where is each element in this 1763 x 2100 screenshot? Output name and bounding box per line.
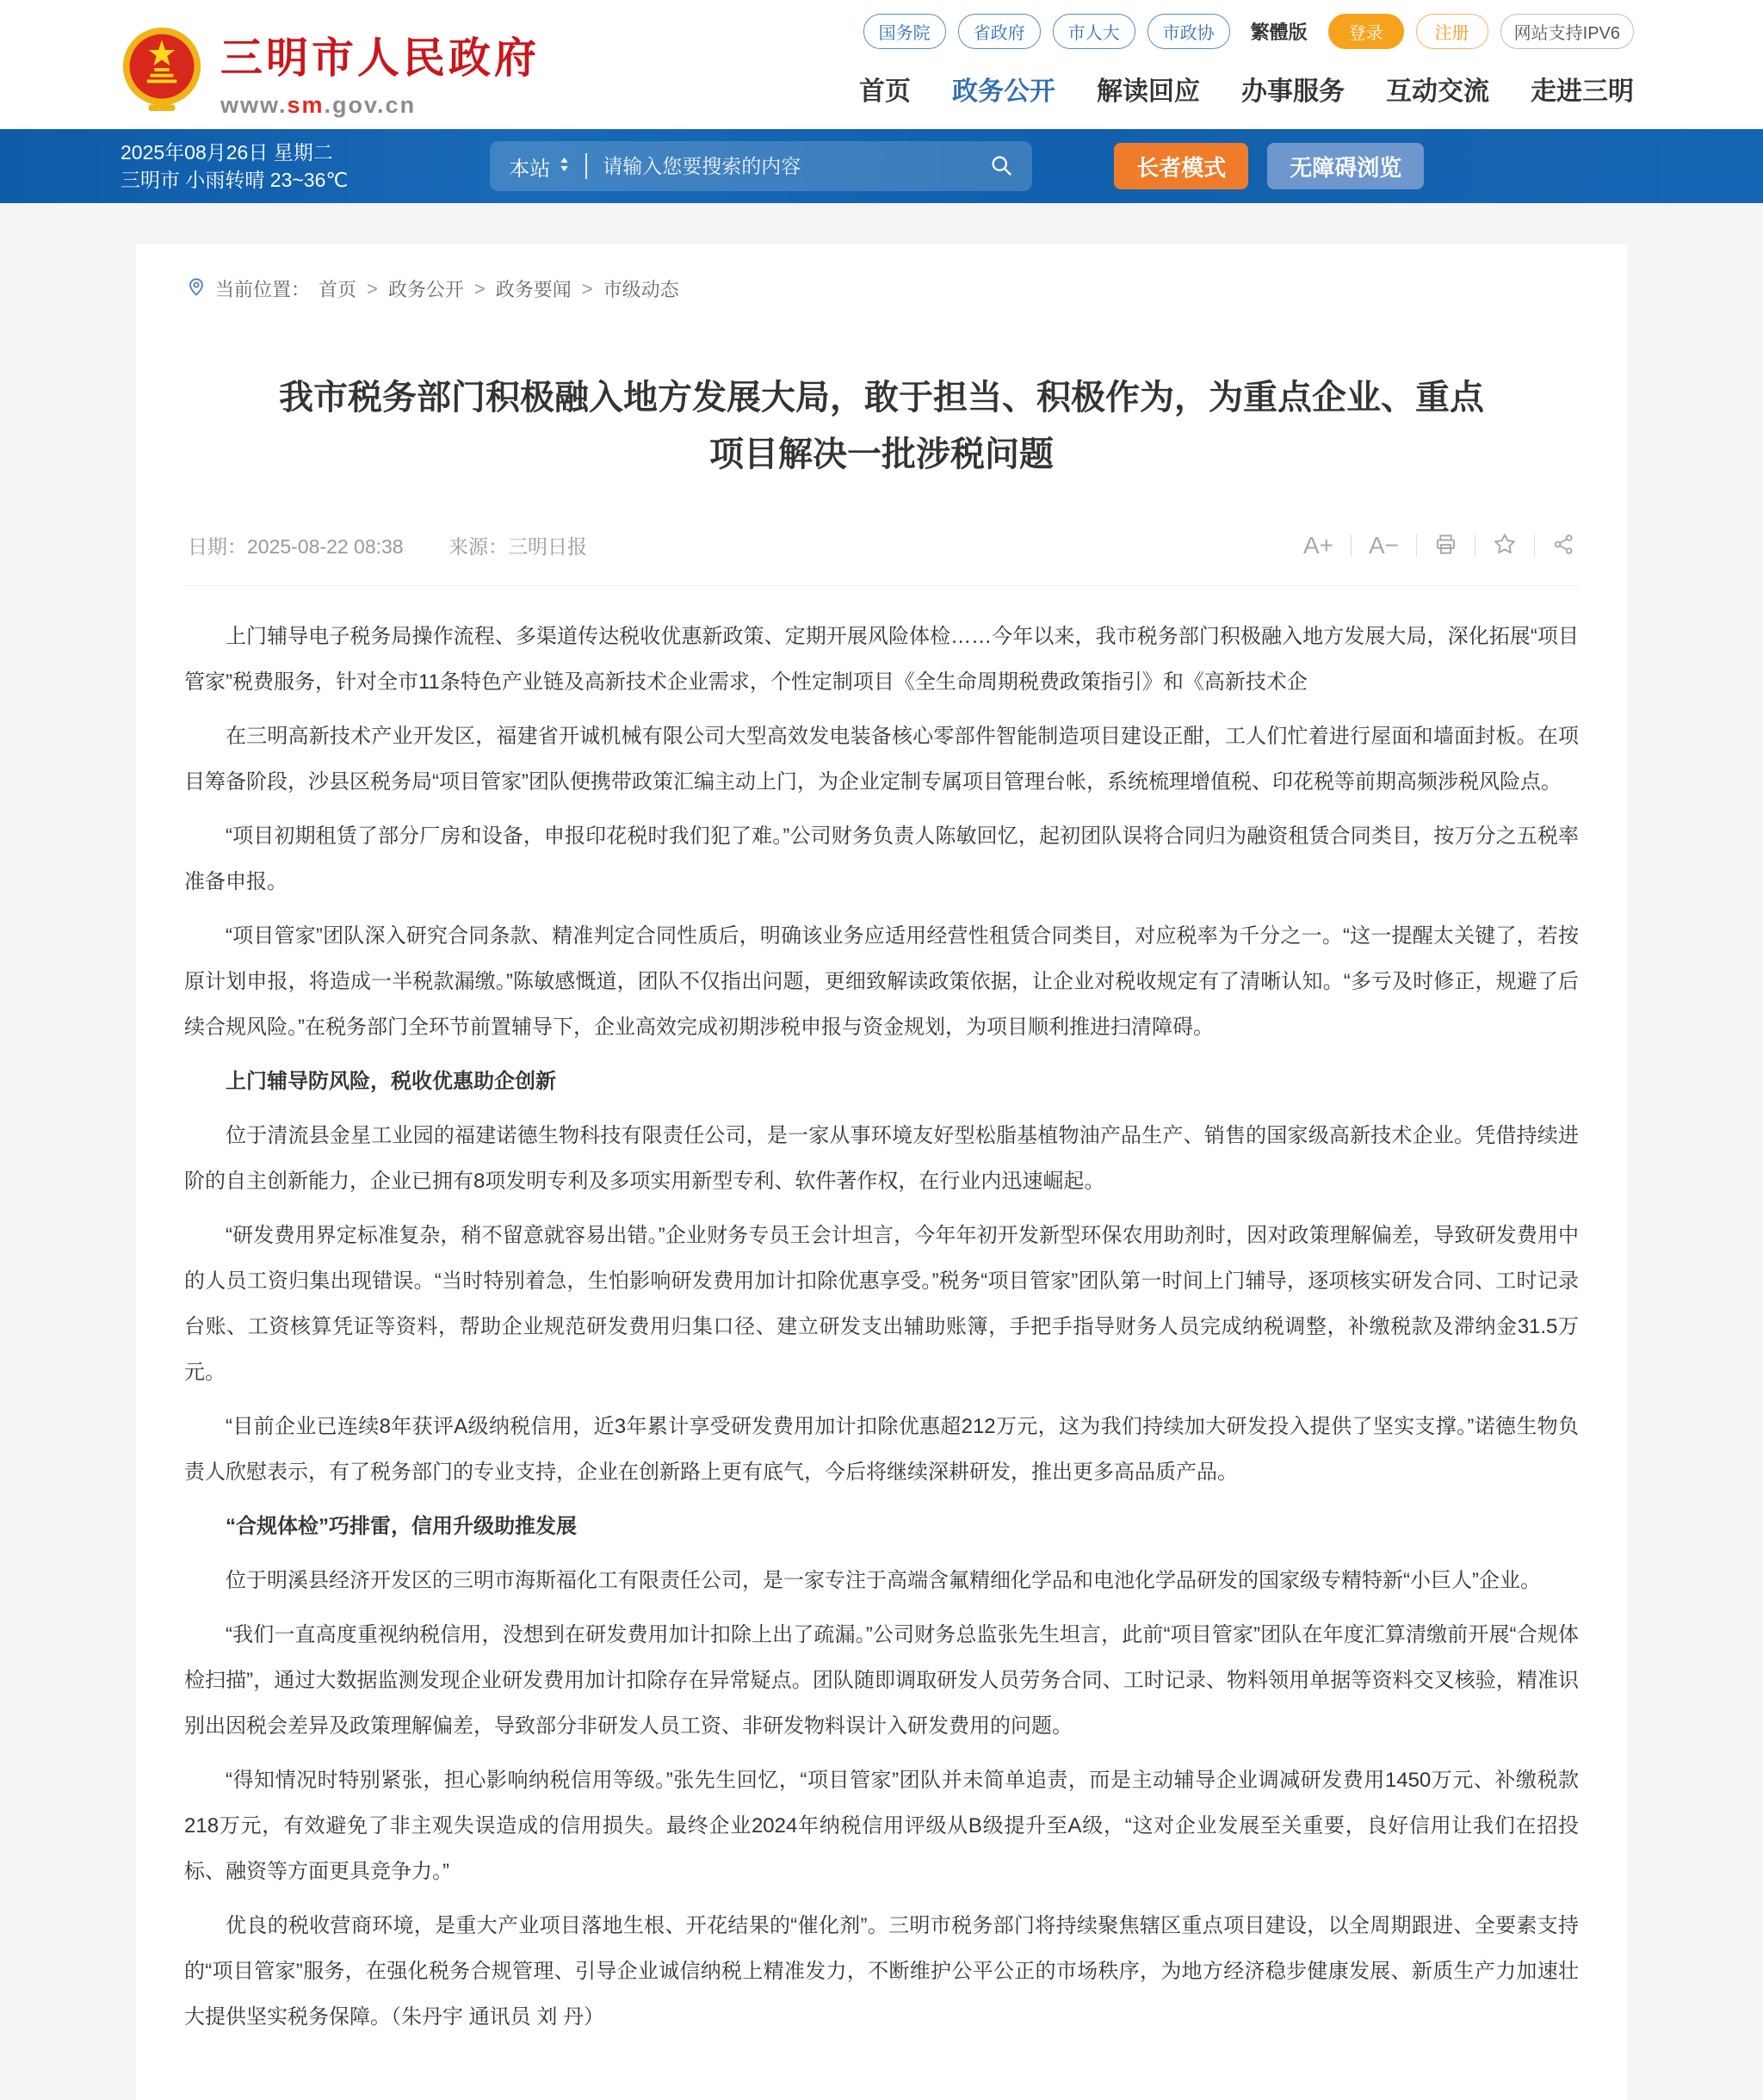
breadcrumb: 当前位置： 首页 > 政务公开 > 政务要闻 > 市级动态 xyxy=(184,267,1579,319)
date-label: 日期： xyxy=(188,535,247,558)
date-weather xyxy=(121,139,348,194)
source-label: 来源： xyxy=(448,535,508,558)
publish-date: 2025-08-22 08:38 xyxy=(247,535,404,558)
search-input[interactable] xyxy=(603,155,989,178)
ipv6-badge[interactable]: 网站支持IPV6 xyxy=(1500,14,1634,49)
nav-services[interactable]: 办事服务 xyxy=(1241,77,1345,106)
article-paragraph: “得知情况时特别紧张，担心影响纳税信用等级。”张先生回忆，“项目管家”团队并未简单追责，而是主动辅导企业调减研发费用1450万元、补缴税款218万元，有效避免了非主观失误造成的信用损失。最终企业2024年纳税信用评级从B级提升至A级，“这对企业发展至关重要，良好信用让我们在招投标、融资等方面更具竞争力。” xyxy=(184,1769,1579,1883)
article-actions xyxy=(1303,532,1575,559)
article-card xyxy=(136,244,1627,2100)
link-provincial-gov[interactable]: 省政府 xyxy=(958,14,1041,49)
article-subheading: “合规体检”巧排雷，信用升级助推发展 xyxy=(226,1515,577,1538)
weather-info: 三明市 小雨转晴 23~36℃ xyxy=(121,169,349,191)
page-background xyxy=(0,203,1763,2100)
nav-about-sanming[interactable]: 走进三明 xyxy=(1531,77,1634,106)
article-paragraph: 上门辅导电子税务局操作流程、多渠道传达税收优惠新政策、定期开展风险体检……今年以来，我市税务部门积极融入地方发展大局，深化拓展“项目管家”税费服务，针对全市11条特色产业链及高新技术企业需求，个性定制项目《全生命周期税费政策指引》和《高新技术企 xyxy=(184,625,1579,694)
article-meta-row xyxy=(184,531,1579,586)
article-paragraph: “项目初期租赁了部分厂房和设备，申报印花税时我们犯了难。”公司财务负责人陈敏回忆，起初团队误将合同归为融资租赁合同类目，按万分之五税率准备申报。 xyxy=(184,825,1579,893)
article-paragraph: 优良的税收营商环境，是重大产业项目落地生根、开花结果的“催化剂”。三明市税务部门将持续聚焦辖区重点项目建设，以全周期跟进、全要素支持的“项目管家”服务，在强化税务合规管理、引导企业诚信纳税上精准发力，不断维护公平公正的市场秩序，为地方经济稳步健康发展、新质生产力加速壮大提供坚实税务保障。（朱丹宇 通讯员 刘 丹） xyxy=(184,1914,1579,2029)
font-decrease-button[interactable]: A− xyxy=(1368,531,1399,559)
source-value: 三明日报 xyxy=(508,535,587,558)
elder-mode-button[interactable]: 长者模式 xyxy=(1114,143,1248,189)
nav-interaction[interactable]: 互动交流 xyxy=(1386,77,1489,106)
breadcrumb-gov-affairs[interactable]: 政务公开 xyxy=(387,279,464,300)
article-meta xyxy=(188,531,587,559)
article-paragraph: “我们一直高度重视纳税信用，没想到在研发费用加计扣除上出了疏漏。”公司财务总监张先生坦言，此前“项目管家”团队在年度汇算清缴前开展“合规体检扫描”，通过大数据监测发现企业研发费用加计扣除存在异常疑点。团队随即调取研发人员劳务合同、工时记录、物料领用单据等资料交叉核验，精准识别出因税会差异及政策理解偏差，导致部分非研发人员工资、非研发物料误计入研发费用的问题。 xyxy=(184,1623,1579,1738)
breadcrumb-city-news[interactable]: 市级动态 xyxy=(603,279,679,300)
accessibility-button[interactable]: 无障碍浏览 xyxy=(1267,143,1424,189)
print-button[interactable] xyxy=(1434,533,1457,559)
favorite-button[interactable] xyxy=(1493,532,1517,559)
current-date: 2025年08月26日 星期二 xyxy=(121,141,333,164)
print-icon xyxy=(1434,533,1457,559)
nav-interpretation[interactable]: 解读回应 xyxy=(1097,77,1200,106)
article-title: 我市税务部门积极融入地方发展大局，敢于担当、积极作为，为重点企业、重点项目解决一批涉税问题 xyxy=(279,379,1484,473)
login-button[interactable]: 登录 xyxy=(1328,14,1404,49)
link-city-congress[interactable]: 市人大 xyxy=(1053,14,1135,49)
link-city-cppcc[interactable]: 市政协 xyxy=(1147,14,1230,49)
article-body xyxy=(184,614,1579,2040)
nav-home[interactable]: 首页 xyxy=(859,77,911,106)
breadcrumb-label: 当前位置： xyxy=(215,279,311,300)
search-scope-select[interactable]: 本站 xyxy=(509,151,570,182)
article-paragraph: “研发费用界定标准复杂，稍不留意就容易出错。”企业财务专员王会计坦言，今年年初开发新型环保农用助剂时，因对政策理解偏差，导致研发费用中的人员工资归集出现错误。“当时特别着急，生怕影响研发费用加计扣除优惠享受。”税务“项目管家”团队第一时间上门辅导，逐项核实研发合同、工时记录台账、工资核算凭证等资料，帮助企业规范研发费用归集口径、建立研发支出辅助账簿，手把手指导财务人员完成纳税调整，补缴税款及滞纳金31.5万元。 xyxy=(184,1224,1579,1384)
article-paragraph: 位于明溪县经济开发区的三明市海斯福化工有限责任公司，是一家专注于高端含氟精细化学品和电池化学品研发的国家级专精特新“小巨人”企业。 xyxy=(226,1569,1541,1592)
nav-gov-affairs[interactable]: 政务公开 xyxy=(952,77,1055,106)
article-subheading: 上门辅导防风险，税收优惠助企创新 xyxy=(226,1070,556,1093)
article-paragraph: 位于清流县金星工业园的福建诺德生物科技有限责任公司，是一家从事环境友好型松脂基植物油产品生产、销售的国家级高新技术企业。凭借持续进阶的自主创新能力，企业已拥有8项发明专利及多项实用新型专利、软件著作权，在行业内迅速崛起。 xyxy=(184,1124,1579,1193)
share-button[interactable] xyxy=(1552,533,1575,559)
article-paragraph: 在三明高新技术产业开发区，福建省开诚机械有限公司大型高效发电装备核心零部件智能制造项目建设正酣，工人们忙着进行屋面和墙面封板。在项目筹备阶段，沙县区税务局“项目管家”团队便携带政策汇编主动上门，为企业定制专属项目管理台帐，系统梳理增值税、印花税等前期高频涉税风险点。 xyxy=(184,725,1579,794)
traditional-chinese-toggle[interactable]: 繁體版 xyxy=(1250,22,1308,43)
location-pin-icon xyxy=(186,276,207,302)
article-paragraph: “目前企业已连续8年获评A级纳税信用，近3年累计享受研发费用加计扣除优惠超212万元，这为我们持续加大研发投入提供了坚实支撑。”诺德生物负责人欣慰表示，有了税务部门的专业支持，企业在创新路上更有底气，今后将继续深耕研发，推出更多高品质产品。 xyxy=(184,1415,1579,1484)
topbar xyxy=(0,129,1763,203)
search-divider xyxy=(585,153,587,179)
font-increase-button[interactable]: A+ xyxy=(1302,531,1333,559)
national-emblem-icon xyxy=(121,25,203,119)
site-title: 三明市人民政府 xyxy=(220,32,541,83)
site-url: www.sm.gov.cn xyxy=(220,91,417,118)
breadcrumb-home[interactable]: 首页 xyxy=(319,279,357,300)
article-paragraph: “项目管家”团队深入研究合同条款、精准判定合同性质后，明确该业务应适用经营性租赁合同类目，对应税率为千分之一。“这一提醒太关键了，若按原计划申报，将造成一半税款漏缴。”陈敏感慨道，团队不仅指出问题，更细致解读政策依据，让企业对税收规定有了清晰认知。“多亏及时修正，规避了后续合规风险。”在税务部门全环节前置辅导下，企业高效完成初期涉税申报与资金规划，为项目顺利推进扫清障碍。 xyxy=(184,924,1579,1039)
site-header xyxy=(0,0,1763,129)
search-icon xyxy=(989,153,1013,180)
sort-arrows-icon xyxy=(559,154,570,178)
top-links-bar xyxy=(863,14,1634,49)
register-button[interactable]: 注册 xyxy=(1416,14,1488,49)
share-icon xyxy=(1552,533,1575,559)
site-logo[interactable] xyxy=(121,0,540,129)
breadcrumb-gov-news[interactable]: 政务要闻 xyxy=(495,279,572,300)
search-submit-button[interactable] xyxy=(989,153,1013,180)
search-box xyxy=(490,141,1032,191)
link-state-council[interactable]: 国务院 xyxy=(863,14,946,49)
main-nav xyxy=(859,66,1634,108)
favorite-star-icon xyxy=(1493,532,1517,559)
